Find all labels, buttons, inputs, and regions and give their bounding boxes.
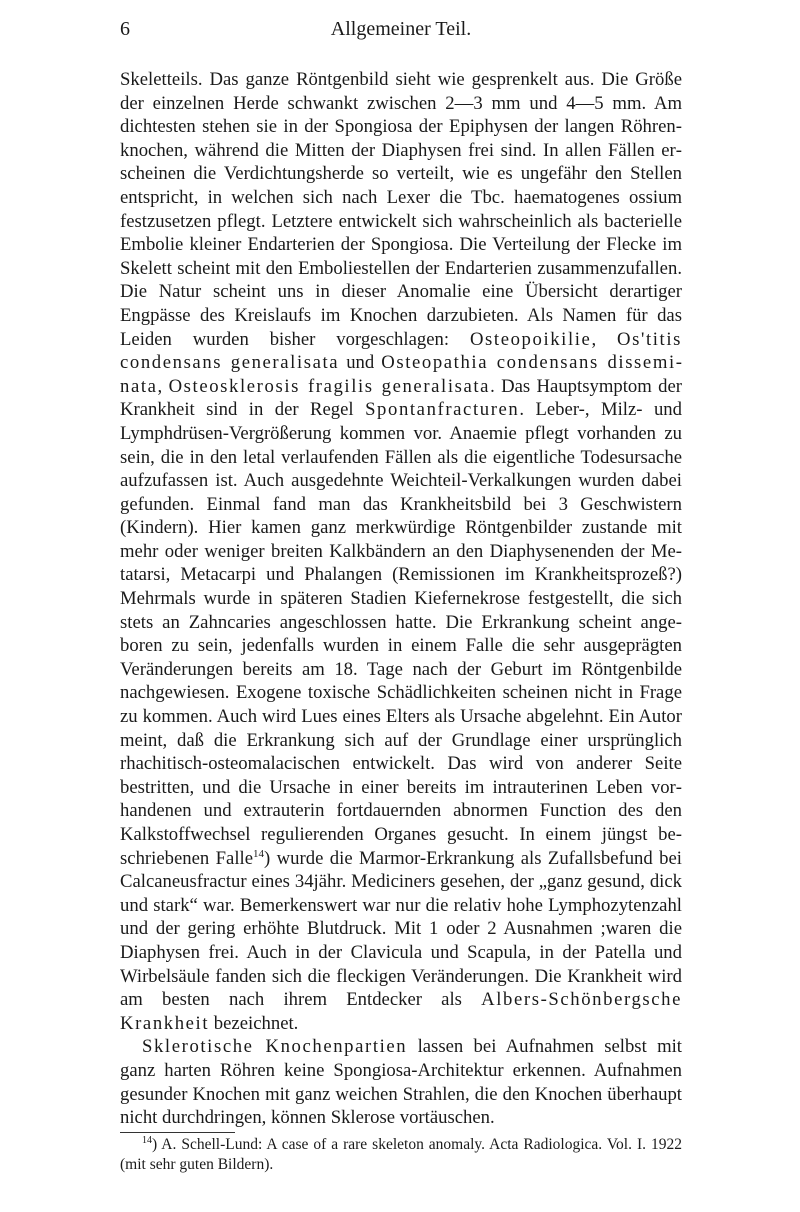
running-title: Allgemeiner Teil. — [330, 18, 472, 40]
text-run: , — [591, 328, 618, 350]
footnote-text: ) A. Schell-Lund: A case of a rare skeleton anomaly. Acta Radiologica. Vol. I. 1922 (mit sehr guten Bildern). — [120, 1135, 682, 1173]
footnote-marker: 14 — [142, 1134, 152, 1146]
text-run: ) wurde die Marmor-Erkrankung als Zufallsbefund bei Calcaneusfractur eines 34jähr. Mediciners gesehen, der „ganz gesund, dick und stark“ war. Bemerkenswert war nur die relativ hohe Lymphozytenzahl und der gering erhöhte Blutdruck. Mit 1 oder 2 Ausnahmen ;waren die Diaphysen frei. Auch in der Clavicula und Scapula, in der Patella und Wirbelsäule fanden sich die fleckigen Veränderungen. Die Krankheit wird am besten nach ihrem Entdecker als — [120, 847, 682, 1011]
text-run: . Das Hauptsymptom der Krankheit sind in der Regel — [120, 375, 682, 421]
text-run: bezeichnet. — [209, 1012, 299, 1034]
term-spontanfracturen: Spontanfracturen — [365, 399, 520, 421]
paragraph-1 — [120, 68, 682, 1035]
text-run: . Leber-, Milz- und Lymphdrüsen-Vergrößerung kommen vor. Anaemie pflegt vorhanden zu sein, die in den letal verlaufenden Fällen als die eigentliche Todesursache aufzufassen ist. Auch ausgedehnte Weichteil-Verkalkungen wurden dabei gefunden. Einmal fand man das Krankheitsbild bei 3 Geschwistern (Kindern). Hier kamen ganz merkwürdige Röntgenbilder zustande mit mehr oder weniger breiten Kalkbändern an den Diaphysenenden der Metatarsi, Metacarpi und Phalangen (Remissionen im Krankheitsprozeß?) Mehrmals wurde in späteren Stadien Kiefernekrose festgestellt, die sich stets an Zahncaries angeschlossen hatte. Die Erkrankung scheint angeboren zu sein, jedenfalls wurden in einem Falle die sehr ausgeprägten Veränderungen bereits am 18. Tage nach der Geburt im Röntgenbilde nachgewiesen. Exogene toxische Schädlichkeiten scheinen nicht in Frage zu kommen. Auch wird Lues eines Elters als Ursache abgelehnt. Ein Autor meint, daß die Erkrankung sich auf der Grundlage einer ursprünglich rhachitisch-osteomalacischen entwickelt. Das wird von anderer Seite bestritten, und die Ursache in einer bereits im intrauterinen Leben vorhandenen und extrauterin fortdauernden abnormen Function des den Kalkstoffwechsel regulierenden Organes gesucht. In einem jüngst beschriebenen Falle — [120, 399, 682, 869]
body-text — [120, 68, 682, 1130]
footnote-reference: 14 — [253, 847, 265, 860]
paragraph-2 — [120, 1035, 682, 1129]
running-head — [120, 14, 682, 44]
term-albers-schoenberg: Albers-Schönbergsche Krankheit — [120, 989, 682, 1034]
term-sklerotische-knochenpartien: Sklerotische Knochenpartien — [142, 1036, 408, 1058]
page — [120, 14, 682, 1175]
text-run: , — [157, 375, 169, 397]
footnote-divider — [120, 1132, 235, 1133]
term-osteosklerosis-fragilis: Osteosklerosis fragilis generalisata — [168, 375, 491, 397]
term-osteopathia-condensans: Osteopathia condensans disseminata — [120, 352, 682, 397]
text-run: Skeletteils. Das ganze Röntgenbild sieht wie gesprenkelt aus. Die Größe der einzelnen Herde schwankt zwischen 2—3 mm und 4—5 mm. Am dichtesten stehen sie in der Spongiosa der Epiphysen der langen Röhrenknochen, während die Mitten der Diaphysen frei sind. In allen Fällen erscheinen die Verdichtungsherde so verteilt, wie es ungefähr den Stellen entspricht, in welchen sich nach Lexer die Tbc. haematogenes ossium festzusetzen pflegt. Letztere entwickelt sich wahrscheinlich als bacterielle Embolie kleiner Endarterien der Spongiosa. Die Verteilung der Flecke im Skelett scheint mit den Emboliestellen der Endarterien zusammenzufallen. Die Natur scheint uns in dieser Anomalie eine Übersicht derartiger Engpässe des Kreislaufs im Knochen darzubieten. Als Namen für das Leiden wurden bisher vorgeschlagen: — [120, 69, 682, 350]
term-ostitis-condensans: Os'titis condensans generalisata — [120, 328, 682, 374]
text-run: und — [339, 352, 382, 374]
footnote — [120, 1135, 682, 1175]
term-osteopoikilie: Osteopoikilie — [469, 328, 592, 350]
page-number: 6 — [120, 18, 130, 40]
text-run: lassen bei Aufnahmen selbst mit ganz harten Röhren keine Spongiosa-Architektur erkennen. Aufnahmen gesunder Knochen mit ganz weichen Strahlen, die den Knochen überhaupt nicht durchdringen, können Sklerose vortäuschen. — [120, 1036, 682, 1129]
